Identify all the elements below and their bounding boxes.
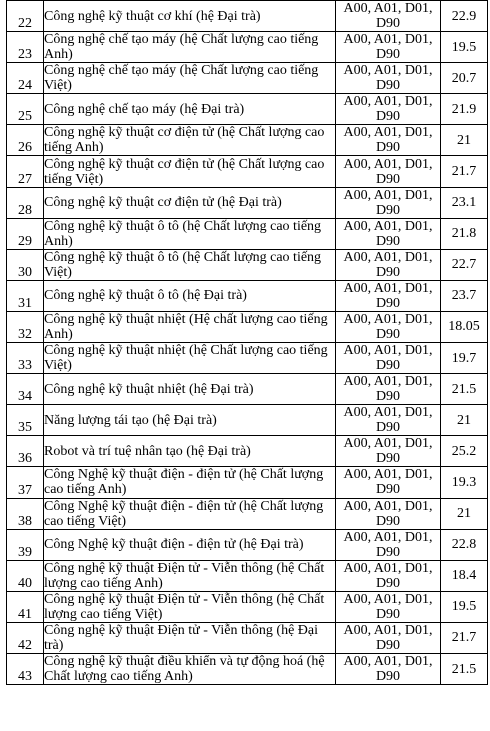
table-row: [7, 374, 488, 405]
major-name-cell: Công nghệ kỹ thuật ô tô (hệ Chất lượng cao tiếng Anh): [44, 218, 336, 249]
table-row: [7, 249, 488, 280]
benchmark-score-cell: 19.5: [441, 591, 488, 622]
benchmark-score-cell: 21.7: [441, 622, 488, 653]
benchmark-score-cell: 22.7: [441, 249, 488, 280]
major-name-cell: Công nghệ kỹ thuật Điện tử - Viễn thông (hệ Đại trà): [44, 622, 336, 653]
benchmark-score-cell: 21: [441, 498, 488, 529]
benchmark-score-cell: 18.4: [441, 560, 488, 591]
major-name-cell: Công nghệ chế tạo máy (hệ Chất lượng cao tiếng Anh): [44, 32, 336, 63]
benchmark-score-cell: 25.2: [441, 436, 488, 467]
major-name-cell: Công nghệ kỹ thuật cơ điện tử (hệ Chất lượng cao tiếng Anh): [44, 125, 336, 156]
subject-combination-cell: A00, A01, D01, D90: [336, 498, 441, 529]
subject-combination-cell: A00, A01, D01, D90: [336, 63, 441, 94]
table-row: [7, 311, 488, 342]
table-row: [7, 156, 488, 187]
row-number-cell: 26: [7, 125, 44, 156]
subject-combination-cell: A00, A01, D01, D90: [336, 156, 441, 187]
subject-combination-cell: A00, A01, D01, D90: [336, 311, 441, 342]
major-name-cell: Công nghệ kỹ thuật ô tô (hệ Chất lượng cao tiếng Việt): [44, 249, 336, 280]
table-row: [7, 653, 488, 684]
table-body: [7, 1, 488, 685]
row-number-cell: 40: [7, 560, 44, 591]
table-row: [7, 125, 488, 156]
benchmark-score-cell: 19.7: [441, 343, 488, 374]
subject-combination-cell: A00, A01, D01, D90: [336, 249, 441, 280]
major-name-cell: Công nghệ kỹ thuật điều khiển và tự động hoá (hệ Chất lượng cao tiếng Anh): [44, 653, 336, 684]
benchmark-score-cell: 22.9: [441, 1, 488, 32]
benchmark-score-cell: 21: [441, 125, 488, 156]
row-number-cell: 30: [7, 249, 44, 280]
table-row: [7, 280, 488, 311]
benchmark-score-cell: 21.5: [441, 653, 488, 684]
table-row: [7, 32, 488, 63]
major-name-cell: Công nghệ kỹ thuật Điện tử - Viễn thông (hệ Chất lượng cao tiếng Việt): [44, 591, 336, 622]
subject-combination-cell: A00, A01, D01, D90: [336, 125, 441, 156]
subject-combination-cell: A00, A01, D01, D90: [336, 94, 441, 125]
row-number-cell: 31: [7, 280, 44, 311]
table-row: [7, 560, 488, 591]
major-name-cell: Công nghệ kỹ thuật nhiệt (hệ Đại trà): [44, 374, 336, 405]
table-row: [7, 63, 488, 94]
table-row: [7, 622, 488, 653]
table-row: [7, 405, 488, 436]
major-name-cell: Công Nghệ kỹ thuật điện - điện tử (hệ Chất lượng cao tiếng Anh): [44, 467, 336, 498]
row-number-cell: 29: [7, 218, 44, 249]
row-number-cell: 36: [7, 436, 44, 467]
table-row: [7, 436, 488, 467]
major-name-cell: Công nghệ kỹ thuật ô tô (hệ Đại trà): [44, 280, 336, 311]
row-number-cell: 35: [7, 405, 44, 436]
subject-combination-cell: A00, A01, D01, D90: [336, 218, 441, 249]
benchmark-score-cell: 23.7: [441, 280, 488, 311]
row-number-cell: 24: [7, 63, 44, 94]
major-name-cell: Năng lượng tái tạo (hệ Đại trà): [44, 405, 336, 436]
table-row: [7, 467, 488, 498]
subject-combination-cell: A00, A01, D01, D90: [336, 436, 441, 467]
subject-combination-cell: A00, A01, D01, D90: [336, 405, 441, 436]
subject-combination-cell: A00, A01, D01, D90: [336, 1, 441, 32]
major-name-cell: Công nghệ kỹ thuật Điện tử - Viễn thông (hệ Chất lượng cao tiếng Anh): [44, 560, 336, 591]
subject-combination-cell: A00, A01, D01, D90: [336, 653, 441, 684]
benchmark-score-cell: 19.3: [441, 467, 488, 498]
subject-combination-cell: A00, A01, D01, D90: [336, 622, 441, 653]
row-number-cell: 39: [7, 529, 44, 560]
subject-combination-cell: A00, A01, D01, D90: [336, 529, 441, 560]
row-number-cell: 38: [7, 498, 44, 529]
row-number-cell: 25: [7, 94, 44, 125]
subject-combination-cell: A00, A01, D01, D90: [336, 343, 441, 374]
row-number-cell: 41: [7, 591, 44, 622]
major-name-cell: Công Nghệ kỹ thuật điện - điện tử (hệ Chất lượng cao tiếng Việt): [44, 498, 336, 529]
table-row: [7, 343, 488, 374]
subject-combination-cell: A00, A01, D01, D90: [336, 560, 441, 591]
row-number-cell: 22: [7, 1, 44, 32]
subject-combination-cell: A00, A01, D01, D90: [336, 591, 441, 622]
major-name-cell: Công nghệ kỹ thuật cơ điện tử (hệ Đại trà): [44, 187, 336, 218]
admission-score-table: [6, 0, 488, 685]
row-number-cell: 23: [7, 32, 44, 63]
table-row: [7, 529, 488, 560]
benchmark-score-cell: 18.05: [441, 311, 488, 342]
subject-combination-cell: A00, A01, D01, D90: [336, 467, 441, 498]
major-name-cell: Robot và trí tuệ nhân tạo (hệ Đại trà): [44, 436, 336, 467]
row-number-cell: 42: [7, 622, 44, 653]
benchmark-score-cell: 21.5: [441, 374, 488, 405]
major-name-cell: Công Nghệ kỹ thuật điện - điện tử (hệ Đại trà): [44, 529, 336, 560]
subject-combination-cell: A00, A01, D01, D90: [336, 374, 441, 405]
benchmark-score-cell: 21.7: [441, 156, 488, 187]
row-number-cell: 27: [7, 156, 44, 187]
row-number-cell: 37: [7, 467, 44, 498]
benchmark-score-cell: 19.5: [441, 32, 488, 63]
benchmark-score-cell: 23.1: [441, 187, 488, 218]
major-name-cell: Công nghệ kỹ thuật nhiệt (hệ Chất lượng cao tiếng Việt): [44, 343, 336, 374]
table-row: [7, 187, 488, 218]
major-name-cell: Công nghệ kỹ thuật cơ điện tử (hệ Chất lượng cao tiếng Việt): [44, 156, 336, 187]
table-row: [7, 1, 488, 32]
benchmark-score-cell: 21: [441, 405, 488, 436]
row-number-cell: 33: [7, 343, 44, 374]
major-name-cell: Công nghệ chế tạo máy (hệ Chất lượng cao tiếng Việt): [44, 63, 336, 94]
row-number-cell: 34: [7, 374, 44, 405]
table-row: [7, 218, 488, 249]
row-number-cell: 43: [7, 653, 44, 684]
subject-combination-cell: A00, A01, D01, D90: [336, 32, 441, 63]
benchmark-score-cell: 21.9: [441, 94, 488, 125]
benchmark-score-cell: 22.8: [441, 529, 488, 560]
subject-combination-cell: A00, A01, D01, D90: [336, 280, 441, 311]
benchmark-score-cell: 20.7: [441, 63, 488, 94]
row-number-cell: 32: [7, 311, 44, 342]
subject-combination-cell: A00, A01, D01, D90: [336, 187, 441, 218]
major-name-cell: Công nghệ chế tạo máy (hệ Đại trà): [44, 94, 336, 125]
table-row: [7, 498, 488, 529]
table-row: [7, 591, 488, 622]
row-number-cell: 28: [7, 187, 44, 218]
table-row: [7, 94, 488, 125]
major-name-cell: Công nghệ kỹ thuật cơ khí (hệ Đại trà): [44, 1, 336, 32]
benchmark-score-cell: 21.8: [441, 218, 488, 249]
major-name-cell: Công nghệ kỹ thuật nhiệt (Hệ chất lượng cao tiếng Anh): [44, 311, 336, 342]
